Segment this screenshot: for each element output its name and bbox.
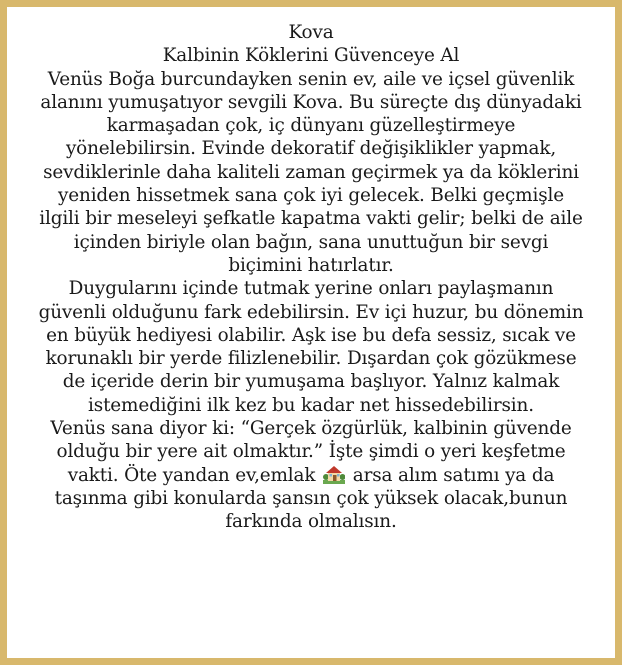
text-line: yeniden hissetmek sana çok iyi gelecek. Belki geçmişle [58, 185, 564, 207]
text-line: karmaşadan çok, iç dünyanı güzelleştirmeye [106, 115, 516, 137]
text-line-with-emoji [14, 464, 608, 487]
text-line: yönelebilirsin. Evinde dekoratif değişiklikler yapmak, [65, 138, 557, 160]
text-line: en büyük hediyesi olabilir. Aşk ise bu defa sessiz, sıcak ve [46, 324, 576, 346]
emoji-line-before: vakti. Öte yandan ev,emlak [67, 464, 322, 486]
text-line: ilgili bir meseleyi şefkatle kapatma vakti gelir; belki de aile [39, 208, 583, 230]
horoscope-text-block [14, 14, 608, 651]
text-line: güvenli olduğunu fark edebilirsin. Ev içi huzur, bu dönemin [38, 301, 584, 323]
text-line: farkında olmalısın. [225, 511, 397, 533]
text-line: biçimini hatırlatır. [228, 254, 394, 276]
text-line: Duygularını içinde tutmak yerine onları paylaşmanın [68, 278, 554, 300]
text-line: istemediğini ilk kez bu kadar net hissedebilirsin. [88, 394, 534, 416]
house-with-garden-icon [323, 464, 345, 484]
section-subtitle: Kalbinin Köklerini Güvenceye Al [162, 45, 460, 67]
text-line: de içeride derin bir yumuşama başlıyor. Yalnız kalmak [62, 371, 560, 393]
text-line: olduğu bir yere ait olmaktır.” İşte şimdi o yeri keşfetme [56, 441, 566, 463]
text-line: korunaklı bir yerde filizlenebilir. Dışardan çok gözükmese [45, 348, 577, 370]
emoji-line-after: arsa alım satımı ya da [347, 464, 555, 486]
text-line: Venüs sana diyor ki: “Gerçek özgürlük, kalbinin güvende [50, 418, 572, 440]
text-line: taşınma gibi konularda şansın çok yüksek olacak,bunun [54, 487, 568, 509]
text-line: sevdiklerinle daha kaliteli zaman geçirmek ya da köklerini [43, 161, 579, 183]
sign-title: Kova [288, 22, 334, 43]
text-line: alanını yumuşatıyor sevgili Kova. Bu süreçte dış dünyadaki [40, 91, 582, 113]
text-line: Venüs Boğa burcundayken senin ev, aile ve içsel güvenlik [47, 68, 575, 90]
text-line: içinden biriyle olan bağın, sana unuttuğun bir sevgi [73, 231, 549, 253]
